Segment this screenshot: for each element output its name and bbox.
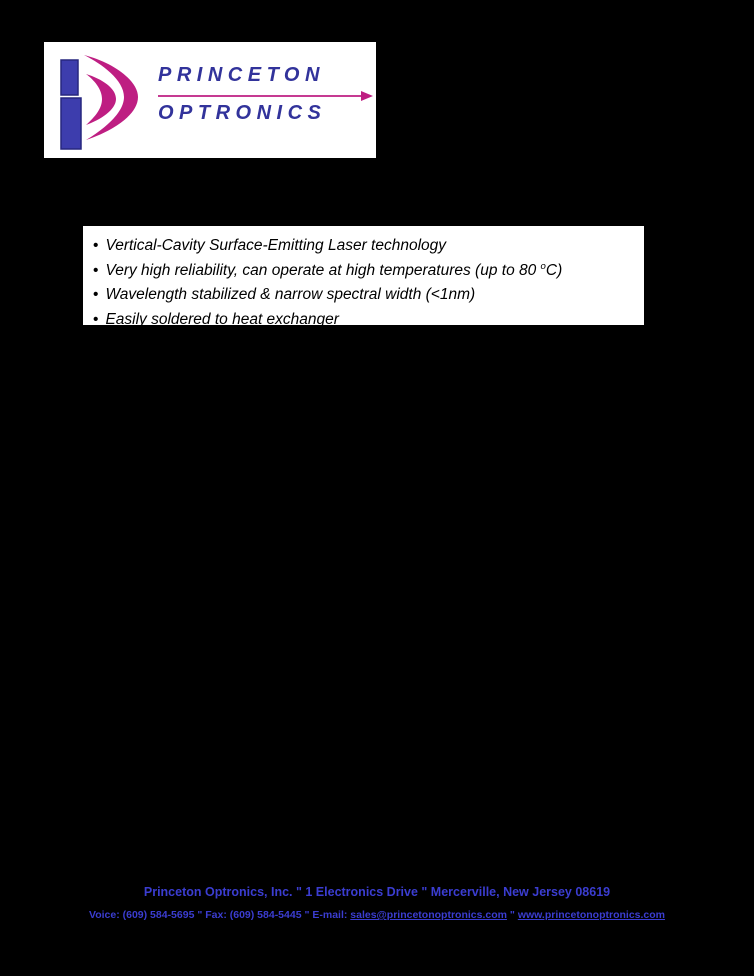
feature-item xyxy=(93,257,636,282)
logo-crescent-inner xyxy=(86,74,116,125)
feature-text: Very high reliability, can operate at high temperatures (up to 80 xyxy=(105,261,541,279)
feature-text: Vertical-Cavity Surface-Emitting Laser technology xyxy=(105,237,447,255)
footer-contact-line xyxy=(0,909,754,921)
logo-rect-top xyxy=(61,60,78,95)
feature-bullet-box xyxy=(82,225,645,326)
feature-text-post: C) xyxy=(545,261,563,279)
brand-name-line2: OPTRONICS xyxy=(158,102,327,124)
footer-contact-prefix: Voice: (609) 584-5695 " Fax: (609) 584-5445 " E-mail: xyxy=(88,909,351,921)
bullet-icon: • xyxy=(93,286,99,304)
feature-text-sup: o xyxy=(540,260,546,272)
feature-item xyxy=(93,306,636,331)
footer-website-link[interactable]: www.princetonoptronics.com xyxy=(517,909,666,921)
footer-contact-separator: " xyxy=(506,909,518,921)
footer-email-link[interactable]: sales@princetonoptronics.com xyxy=(350,909,507,921)
feature-item xyxy=(93,281,636,306)
bullet-icon: • xyxy=(93,237,99,255)
bullet-icon: • xyxy=(93,261,99,279)
bullet-icon: • xyxy=(93,310,99,328)
logo-rect-bottom xyxy=(61,98,81,149)
logo-card xyxy=(44,42,376,158)
brand-name-line1: PRINCETON xyxy=(158,64,325,86)
feature-text: Easily soldered to heat exchanger xyxy=(105,310,339,328)
feature-text: Wavelength stabilized & narrow spectral width (<1nm) xyxy=(105,286,476,304)
logo-p-mark-icon xyxy=(61,55,138,149)
princeton-optronics-logo-icon xyxy=(44,42,376,158)
footer-address-line: Princeton Optronics, Inc. " 1 Electronics Drive " Mercerville, New Jersey 08619 xyxy=(143,885,611,899)
feature-item xyxy=(93,232,636,257)
logo-right-arrow-icon xyxy=(158,91,373,101)
